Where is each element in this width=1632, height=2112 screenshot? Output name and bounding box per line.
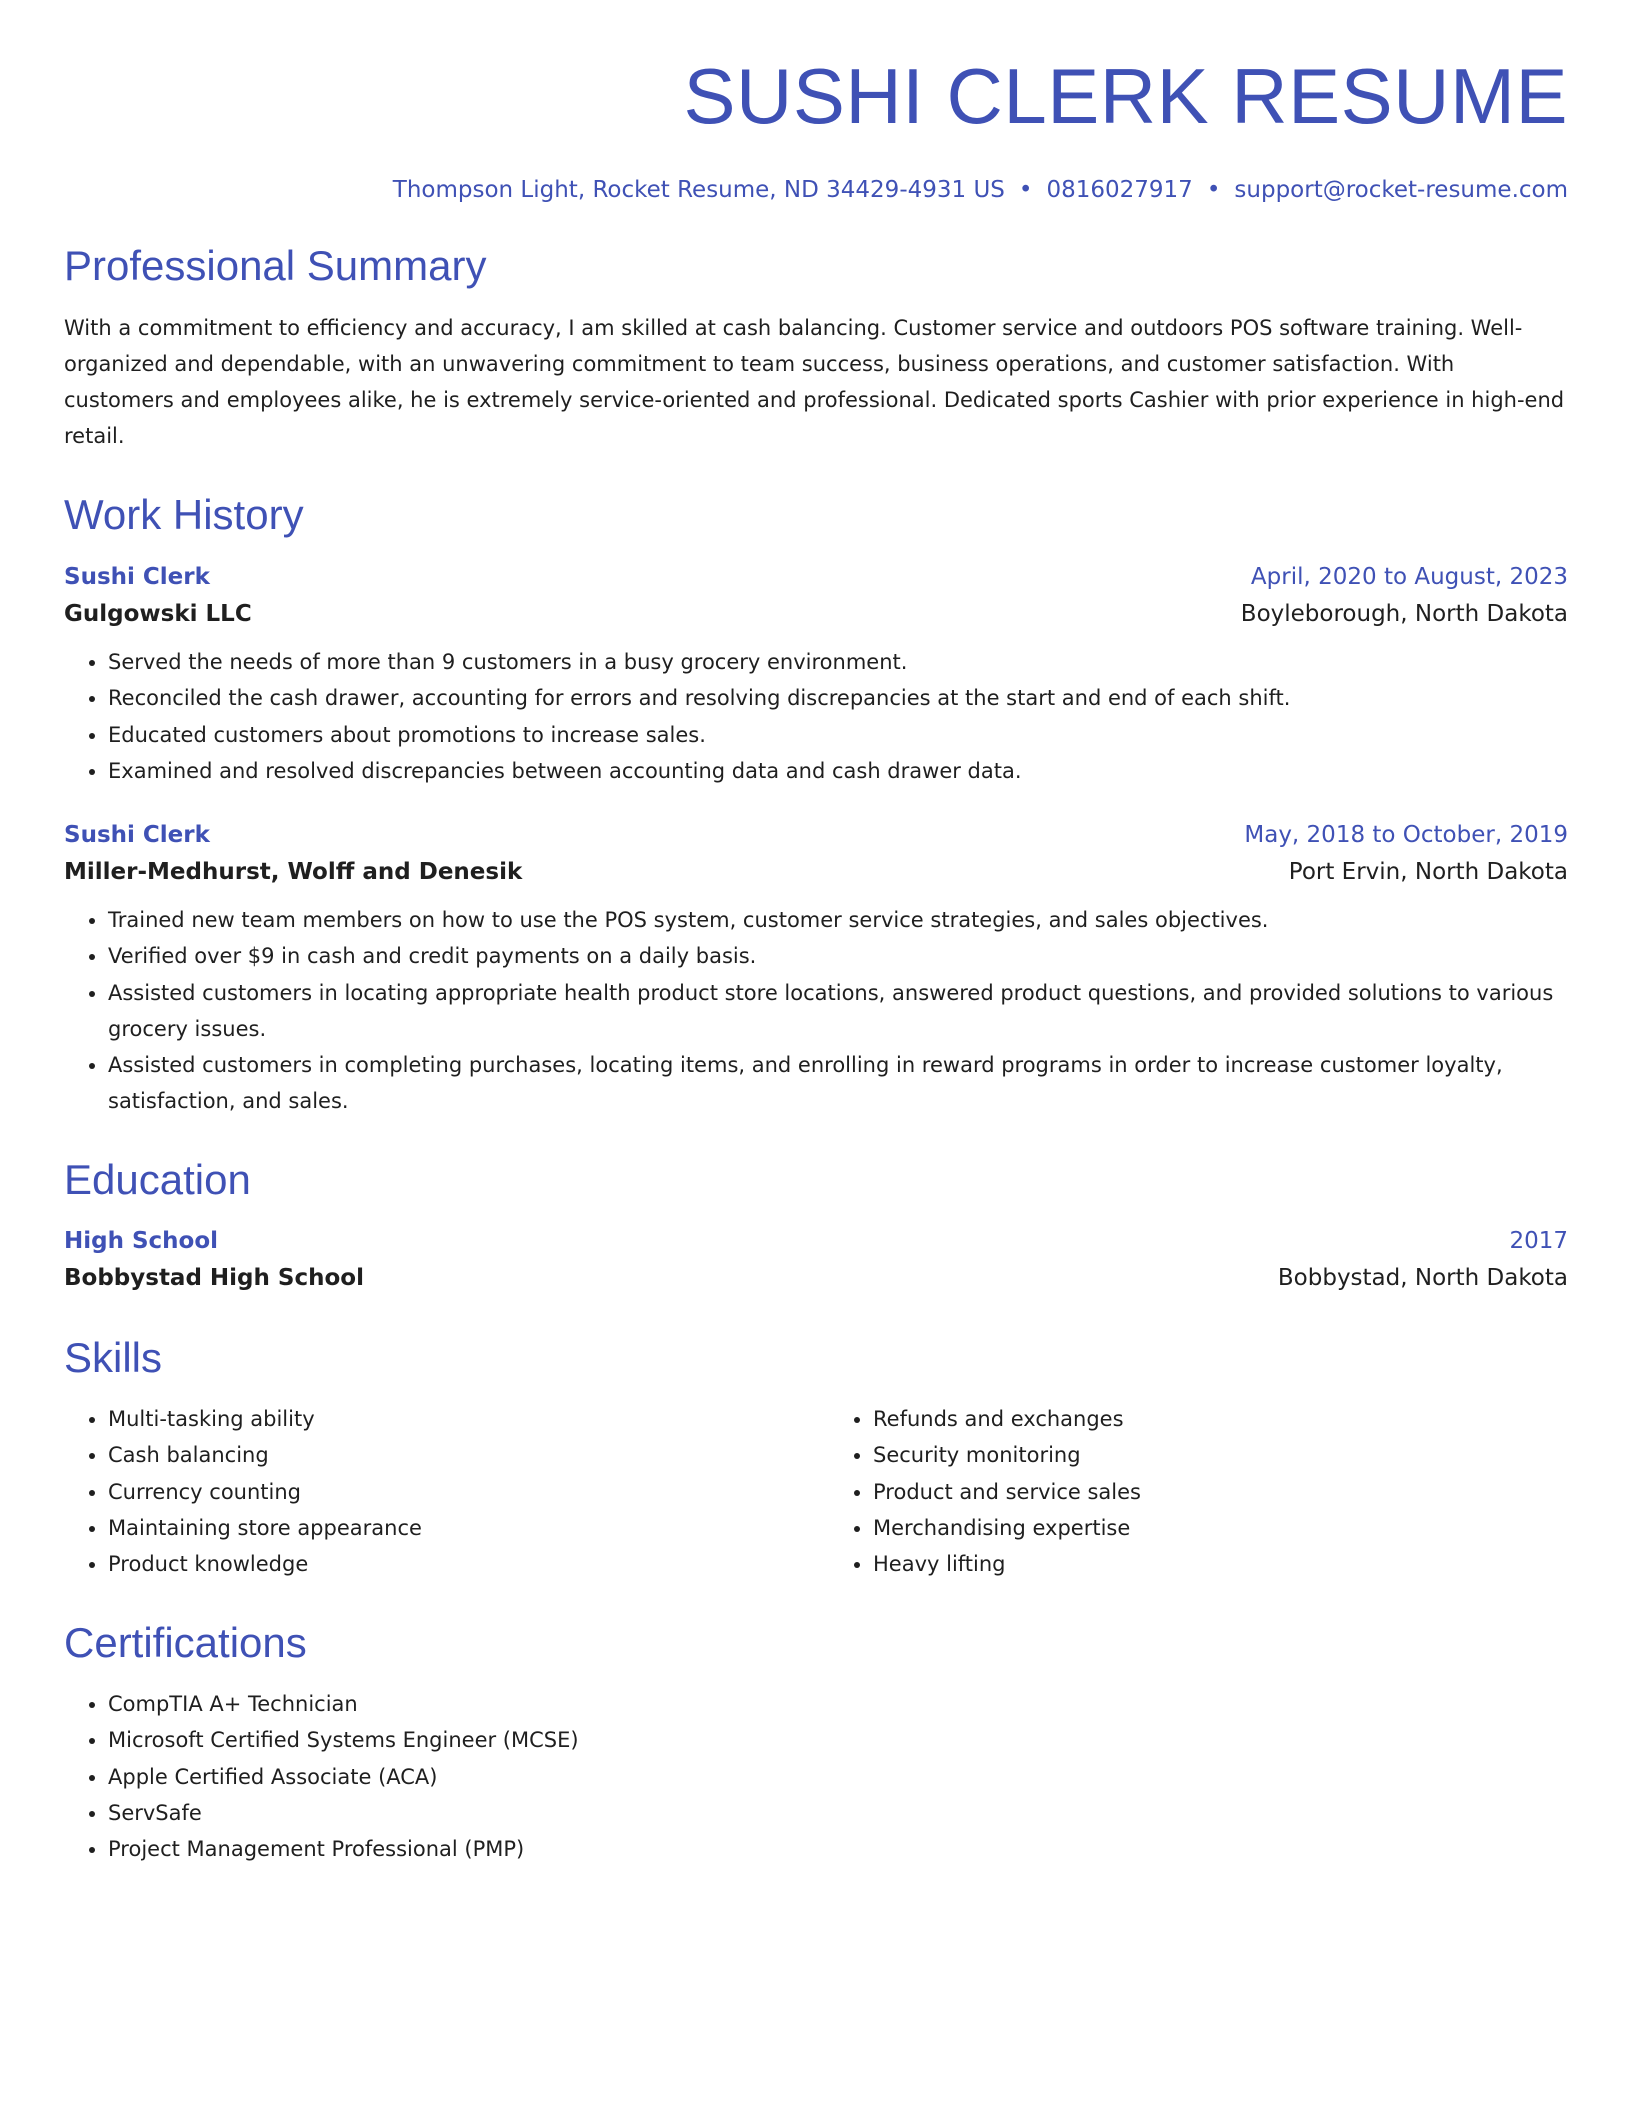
contact-separator: • <box>1206 176 1221 203</box>
contact-phone: 0816027917 <box>1046 176 1193 203</box>
education-year: 2017 <box>1509 1228 1568 1255</box>
job-title: Sushi Clerk <box>64 821 210 848</box>
skills-list-right <box>829 1401 1568 1582</box>
education-degree: High School <box>64 1228 219 1255</box>
job-bullet-list <box>64 644 1568 788</box>
job-bullet: • Verified over $9 in cash and credit payments on a daily basis. <box>108 938 1568 974</box>
job-company: Miller-Medhurst, Wolff and Denesik <box>64 858 523 885</box>
job-company-row <box>64 596 1568 633</box>
certifications-list <box>64 1686 1568 1867</box>
skill-item: • Currency counting <box>108 1474 803 1510</box>
job-dates: April, 2020 to August, 2023 <box>1250 563 1568 590</box>
work-history-section <box>64 490 1568 1119</box>
education-school-row <box>64 1260 1568 1297</box>
job-location: Port Ervin, North Dakota <box>1288 858 1568 885</box>
professional-summary-section <box>64 241 1568 454</box>
education-header-row <box>64 1223 1568 1260</box>
skill-item: • Security monitoring <box>873 1437 1568 1473</box>
skill-item: • Maintaining store appearance <box>108 1510 803 1546</box>
section-heading: Skills <box>64 1333 163 1381</box>
resume-title: SUSHI CLERK RESUME <box>683 52 1568 140</box>
skill-item: • Cash balancing <box>108 1437 803 1473</box>
section-heading: Education <box>64 1155 251 1203</box>
job-bullet: • Reconciled the cash drawer, accounting for errors and resolving discrepancies at the start and end of each shift. <box>108 680 1568 716</box>
skills-list-left <box>64 1401 803 1582</box>
job-company: Gulgowski LLC <box>64 600 252 627</box>
job-bullet: • Served the needs of more than 9 customers in a busy grocery environment. <box>108 644 1568 680</box>
skill-item: • Product and service sales <box>873 1474 1568 1510</box>
contact-separator: • <box>1018 176 1033 203</box>
skill-item: • Multi-tasking ability <box>108 1401 803 1437</box>
certification-item: • Apple Certified Associate (ACA) <box>108 1759 1568 1795</box>
skill-item: • Heavy lifting <box>873 1546 1568 1582</box>
job-entry <box>64 817 1568 1119</box>
skills-grid <box>64 1401 1568 1582</box>
job-bullet: • Examined and resolved discrepancies between accounting data and cash drawer data. <box>108 753 1568 789</box>
job-header-row <box>64 559 1568 596</box>
resume-header <box>64 50 1568 205</box>
job-location: Boyleborough, North Dakota <box>1240 600 1568 627</box>
certification-item: • Microsoft Certified Systems Engineer (MCSE) <box>108 1722 1568 1758</box>
skills-section <box>64 1333 1568 1582</box>
education-entry <box>64 1223 1568 1297</box>
skill-item: • Product knowledge <box>108 1546 803 1582</box>
section-heading: Work History <box>64 491 304 539</box>
job-title: Sushi Clerk <box>64 563 210 590</box>
job-entry <box>64 559 1568 789</box>
education-school: Bobbystad High School <box>64 1265 364 1292</box>
contact-line <box>64 176 1568 206</box>
contact-email[interactable]: support@rocket-resume.com <box>1234 176 1568 203</box>
job-header-row <box>64 817 1568 854</box>
skill-item: • Merchandising expertise <box>873 1510 1568 1546</box>
certification-item: • Project Management Professional (PMP) <box>108 1831 1568 1867</box>
education-location: Bobbystad, North Dakota <box>1277 1265 1568 1292</box>
certification-item: • ServSafe <box>108 1795 1568 1831</box>
job-bullet: • Assisted customers in locating appropriate health product store locations, answered product questions, and provided solutions to various grocery issues. <box>108 975 1568 1047</box>
certifications-section <box>64 1618 1568 1867</box>
summary-text: With a commitment to efficiency and accuracy, I am skilled at cash balancing. Customer service and outdoors POS software training. Well-organized and dependable, with an unwavering commitment to team success, business operations, and customer satisfaction. With customers and employees alike, he is extremely service-oriented and professional. Dedicated sports Cashier with prior experience in high-end retail. <box>64 315 1565 449</box>
education-section <box>64 1155 1568 1297</box>
job-bullet-list <box>64 902 1568 1119</box>
section-heading: Certifications <box>64 1618 307 1666</box>
job-bullet: • Assisted customers in completing purchases, locating items, and enrolling in reward programs in order to increase customer loyalty, satisfaction, and sales. <box>108 1047 1568 1119</box>
job-company-row <box>64 854 1568 891</box>
section-heading: Professional Summary <box>64 242 487 290</box>
job-bullet: • Educated customers about promotions to increase sales. <box>108 717 1568 753</box>
contact-address: Thompson Light, Rocket Resume, ND 34429-4931 US <box>392 176 1005 203</box>
job-dates: May, 2018 to October, 2019 <box>1244 821 1568 848</box>
certification-item: • CompTIA A+ Technician <box>108 1686 1568 1722</box>
skill-item: • Refunds and exchanges <box>873 1401 1568 1437</box>
job-bullet: • Trained new team members on how to use the POS system, customer service strategies, and sales objectives. <box>108 902 1568 938</box>
